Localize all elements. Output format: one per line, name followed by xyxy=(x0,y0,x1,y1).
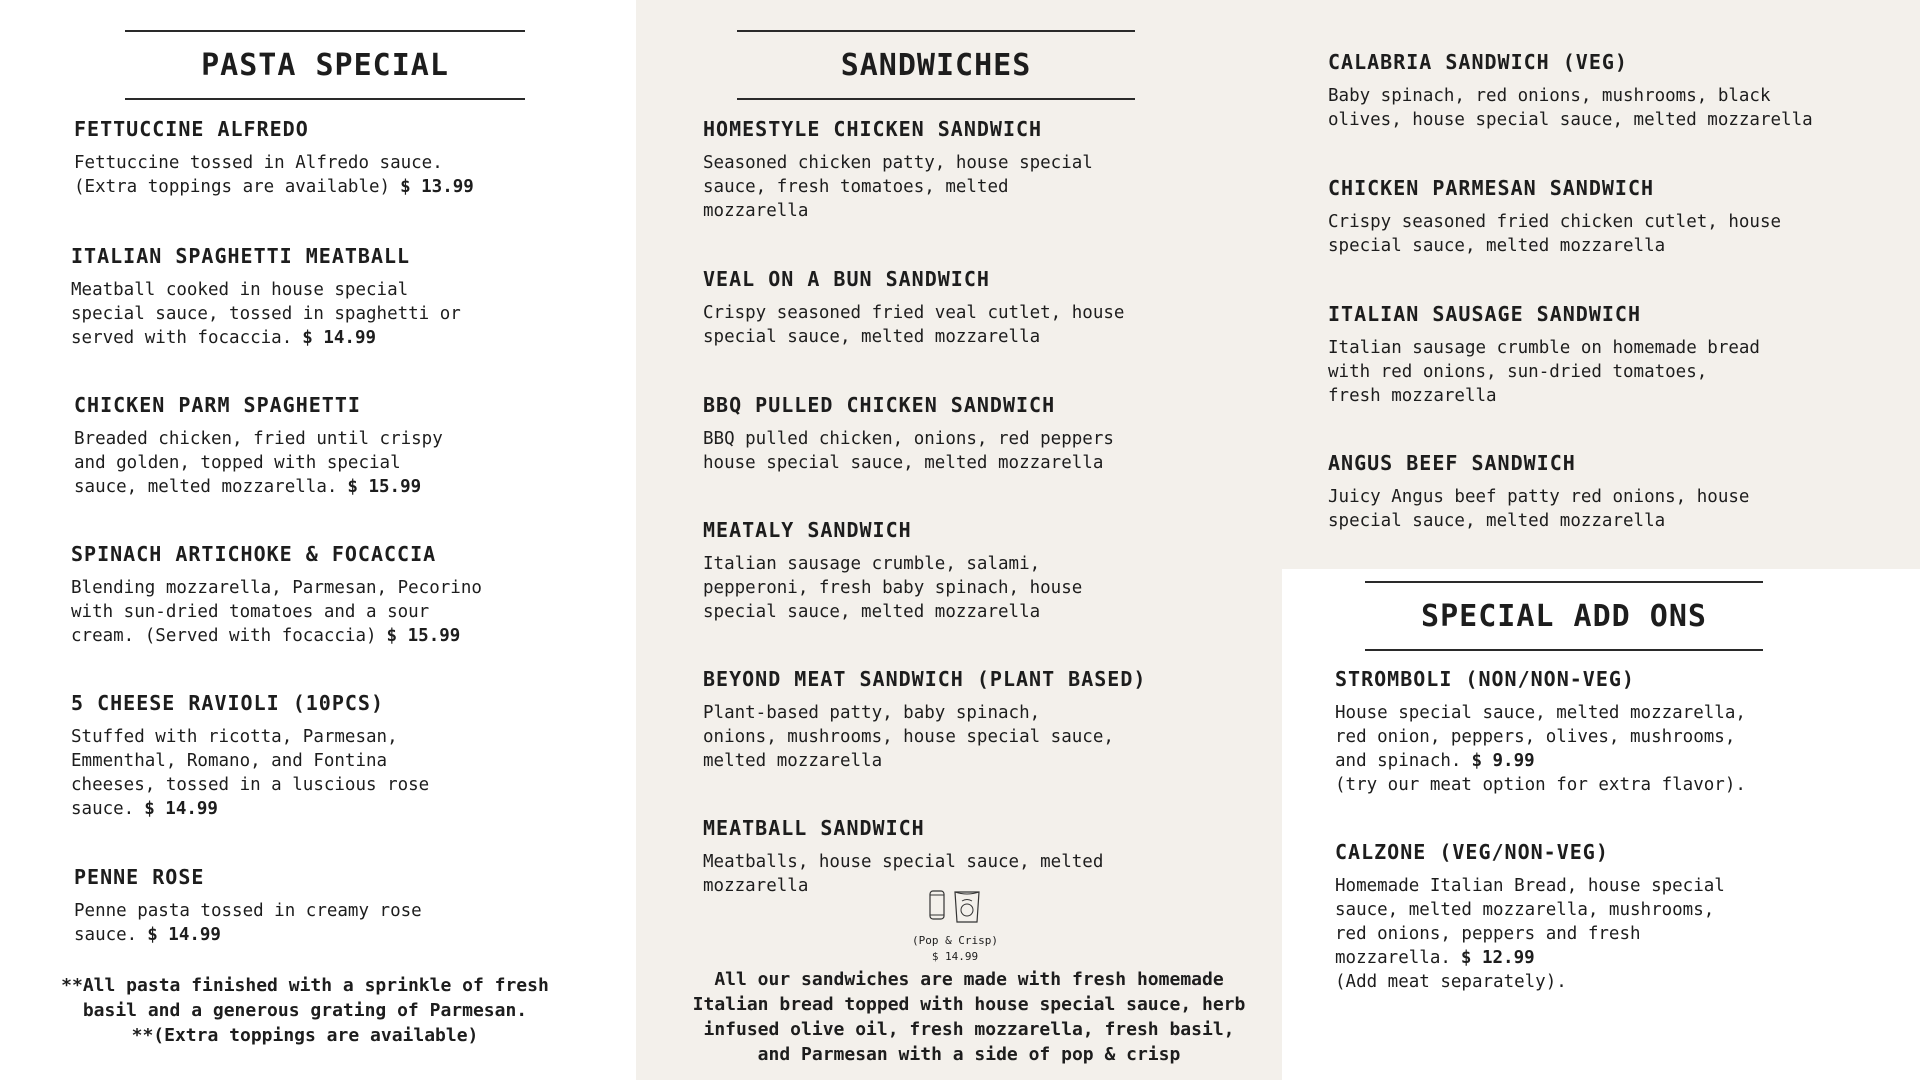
menu-item xyxy=(703,816,1103,898)
item-description: House special sauce, melted mozzarella, red onion, peppers, olives, mushrooms, and spinach. $ 9.99 xyxy=(1335,703,1746,771)
menu-item xyxy=(1328,176,1781,258)
menu-item xyxy=(71,244,461,350)
item-name: VEAL ON A BUN SANDWICH xyxy=(703,267,990,291)
menu-item xyxy=(703,267,1124,349)
item-name: CHICKEN PARM SPAGHETTI xyxy=(74,393,361,417)
item-description: Breaded chicken, fried until crispy and golden, topped with special sauce, melted mozzarella. $ 15.99 xyxy=(74,429,443,497)
item-name: ITALIAN SPAGHETTI MEATBALL xyxy=(71,244,411,268)
item-description: Penne pasta tossed in creamy rose sauce. $ 14.99 xyxy=(74,901,422,945)
divider xyxy=(125,30,525,32)
item-description: Crispy seasoned fried veal cutlet, house special sauce, melted mozzarella xyxy=(703,303,1125,347)
item-description: Juicy Angus beef patty red onions, house special sauce, melted mozzarella xyxy=(1328,487,1750,531)
sandwiches-section-header xyxy=(737,30,1135,100)
item-name: SPINACH ARTICHOKE & FOCACCIA xyxy=(71,542,437,566)
item-name: ITALIAN SAUSAGE SANDWICH xyxy=(1328,302,1641,326)
chips-bag-icon xyxy=(952,888,982,931)
item-price: $ 14.99 xyxy=(144,799,218,819)
menu-item xyxy=(71,691,429,821)
pop-and-crisp-combo xyxy=(905,888,1005,965)
menu-item xyxy=(74,865,422,947)
menu-item xyxy=(74,117,474,199)
item-description: Blending mozzarella, Parmesan, Pecorino with sun-dried tomatoes and a sour cream. (Served with focaccia) $ 15.99 xyxy=(71,578,482,646)
combo-price: $ 14.99 xyxy=(931,950,979,963)
item-description: Plant-based patty, baby spinach, onions, mushrooms, house special sauce, melted mozzarella xyxy=(703,703,1114,771)
item-description: Seasoned chicken patty, house special sauce, fresh tomatoes, melted mozzarella xyxy=(703,153,1093,221)
menu-item xyxy=(71,542,482,648)
menu-item xyxy=(1328,50,1813,132)
item-name: MEATBALL SANDWICH xyxy=(703,816,925,840)
menu-item xyxy=(703,117,1093,223)
divider xyxy=(125,98,525,100)
item-description: Fettuccine tossed in Alfredo sauce. (Extra toppings are available) $ 13.99 xyxy=(74,153,474,197)
item-name: STROMBOLI (NON/NON-VEG) xyxy=(1335,667,1635,691)
menu-item xyxy=(1328,451,1749,533)
menu-item xyxy=(1335,667,1746,797)
item-description: Italian sausage crumble, salami, pepperoni, fresh baby spinach, house special sauce, melted mozzarella xyxy=(703,554,1083,622)
addons-section-title: SPECIAL ADD ONS xyxy=(1421,599,1707,634)
divider xyxy=(737,30,1135,32)
item-name: BEYOND MEAT SANDWICH (PLANT BASED) xyxy=(703,667,1147,691)
item-name: PENNE ROSE xyxy=(74,865,205,889)
pasta-footnote: **All pasta finished with a sprinkle of fresh basil and a generous grating of Parmesan. **(Extra toppings are available) xyxy=(61,975,549,1046)
sandwiches-section-title: SANDWICHES xyxy=(840,48,1032,83)
item-name: HOMESTYLE CHICKEN SANDWICH xyxy=(703,117,1043,141)
pasta-section-title: PASTA SPECIAL xyxy=(201,48,449,83)
item-name: CALZONE (VEG/NON-VEG) xyxy=(1335,840,1609,864)
item-name: FETTUCCINE ALFREDO xyxy=(74,117,309,141)
item-name: 5 CHEESE RAVIOLI (10PCS) xyxy=(71,691,384,715)
item-price: $ 9.99 xyxy=(1471,751,1535,771)
sandwiches-footnote: All our sandwiches are made with fresh homemade Italian bread topped with house special sauce, herb infused olive oil, fresh mozzarella, fresh basil, and Parmesan with a side of pop & crisp xyxy=(692,969,1246,1065)
item-price: $ 15.99 xyxy=(347,477,422,497)
addons-section-header xyxy=(1365,581,1763,651)
item-description: Stuffed with ricotta, Parmesan, Emmenthal, Romano, and Fontina cheeses, tossed in a luscious rose sauce. $ 14.99 xyxy=(71,727,430,819)
item-price: $ 14.99 xyxy=(147,925,221,945)
item-price: $ 12.99 xyxy=(1460,948,1535,968)
item-description: Italian sausage crumble on homemade bread with red onions, sun-dried tomatoes, fresh mozzarella xyxy=(1328,338,1760,406)
menu-item xyxy=(703,518,1082,624)
item-description: BBQ pulled chicken, onions, red peppers house special sauce, melted mozzarella xyxy=(703,429,1114,473)
combo-label: (Pop & Crisp) xyxy=(911,934,999,947)
item-name: CALABRIA SANDWICH (VEG) xyxy=(1328,50,1628,74)
soda-can-icon xyxy=(928,888,946,931)
item-note: (Add meat separately). xyxy=(1335,972,1567,992)
item-description: Homemade Italian Bread, house special sauce, melted mozzarella, mushrooms, red onions, peppers and fresh mozzarella. $ 12.99 xyxy=(1335,876,1725,968)
item-name: MEATALY SANDWICH xyxy=(703,518,912,542)
divider xyxy=(1365,649,1763,651)
divider xyxy=(737,98,1135,100)
item-price: $ 15.99 xyxy=(386,626,461,646)
menu-item xyxy=(1335,840,1725,994)
item-description: Baby spinach, red onions, mushrooms, black olives, house special sauce, melted mozzarella xyxy=(1328,86,1813,130)
item-price: $ 14.99 xyxy=(302,328,377,348)
item-name: ANGUS BEEF SANDWICH xyxy=(1328,451,1576,475)
menu-item xyxy=(74,393,443,499)
menu-item xyxy=(1328,302,1760,408)
item-price: $ 13.99 xyxy=(400,177,474,197)
item-note: (try our meat option for extra flavor). xyxy=(1335,775,1746,795)
item-name: CHICKEN PARMESAN SANDWICH xyxy=(1328,176,1655,200)
item-description: Crispy seasoned fried chicken cutlet, house special sauce, melted mozzarella xyxy=(1328,212,1782,256)
item-description: Meatballs, house special sauce, melted mozzarella xyxy=(703,852,1104,896)
divider xyxy=(1365,581,1763,583)
menu-item xyxy=(703,393,1114,475)
item-name: BBQ PULLED CHICKEN SANDWICH xyxy=(703,393,1056,417)
pasta-section-header xyxy=(125,30,525,100)
item-description: Meatball cooked in house special special sauce, tossed in spaghetti or served with focaccia. $ 14.99 xyxy=(71,280,461,348)
menu-item xyxy=(703,667,1146,773)
